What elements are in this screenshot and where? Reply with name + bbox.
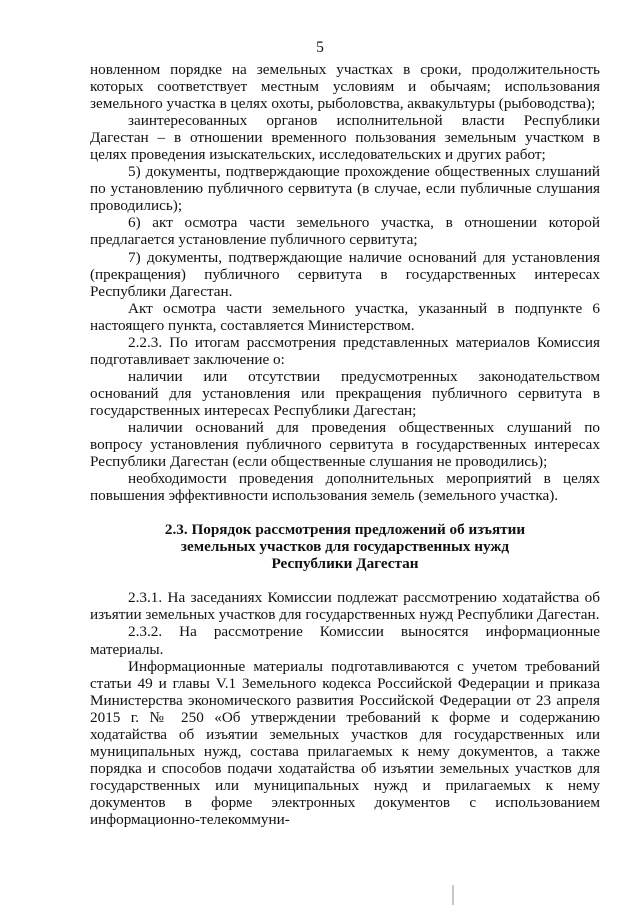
paragraph: наличии или отсутствии предусмотренных законодательством оснований для установления или прекращения публичного сервитута в государственных интересах Республики Дагестан; — [90, 367, 600, 419]
paragraph: 5) документы, подтверждающие прохождение общественных слушаний по установлению публичного сервитута (в случае, если публичные слушания проводились); — [90, 163, 600, 215]
paragraph: 6) акт осмотра части земельного участка, в отношении которой предлагается установление публичного сервитута; — [90, 214, 600, 249]
section-spacer — [90, 572, 600, 589]
paragraph: 2.3.1. На заседаниях Комиссии подлежат рассмотрению ходатайства об изъятии земельных участков для государственных нужд Республики Дагестан. — [90, 589, 600, 624]
paragraph: заинтересованных органов исполнительной власти Республики Дагестан – в отношении временного пользования земельным участком в целях проведения изыскательских, исследовательских и других работ; — [90, 112, 600, 164]
paragraph: наличии оснований для проведения общественных слушаний по вопросу установления публичного сервитута в государственных интересах Республики Дагестан (если общественные слушания не проводились); — [90, 418, 600, 471]
paragraph: Акт осмотра части земельного участка, указанный в подпункте 6 настоящего пункта, составляется Министерством. — [90, 299, 600, 334]
paragraph: необходимости проведения дополнительных мероприятий в целях повышения эффективности использования земель (земельного участка). — [90, 470, 600, 505]
document-body — [90, 61, 600, 828]
paragraph: 7) документы, подтверждающие наличие оснований для установления (прекращения) публичного сервитута в государственных интересах Республики Дагестан. — [90, 248, 600, 300]
page-number: 5 — [316, 39, 324, 56]
paragraph: 2.3.2. На рассмотрение Комиссии выносятся информационные материалы. — [90, 623, 600, 658]
paragraph: новленном порядке на земельных участках в сроки, продолжительность которых соответствует местным условиям и обычаям; использования земельного участка в целях охоты, рыболовства, аквакультуры (рыбоводства); — [90, 61, 600, 113]
paragraph: 2.2.3. По итогам рассмотрения представленных материалов Комиссия подготавливает заключение о: — [90, 333, 600, 368]
section-heading-line: земельных участков для государственных нужд — [180, 538, 510, 556]
paragraph: Информационные материалы подготавливаются с учетом требований статьи 49 и главы V.1 Земельного кодекса Российской Федерации и приказа Министерства экономического развития Российской Федерации от 23 апреля 2015 г. № 250 «Об утверждении требований к форме и содержанию ходатайства об изъятии земельных участков для государственных или муниципальных нужд, состава прилагаемых к нему документов, а также порядка и способов подачи ходатайства об изъятии земельных участков для государственных или муниципальных нужд и прилагаемых к нему документов в форме электронных документов с использованием информационно-телекоммуни- — [90, 657, 600, 828]
section-heading-line: 2.3. Порядок рассмотрения предложений об изъятии — [164, 521, 526, 539]
section-heading — [90, 521, 600, 572]
section-heading-line: Республики Дагестан — [271, 555, 419, 573]
scan-mark — [452, 885, 454, 905]
